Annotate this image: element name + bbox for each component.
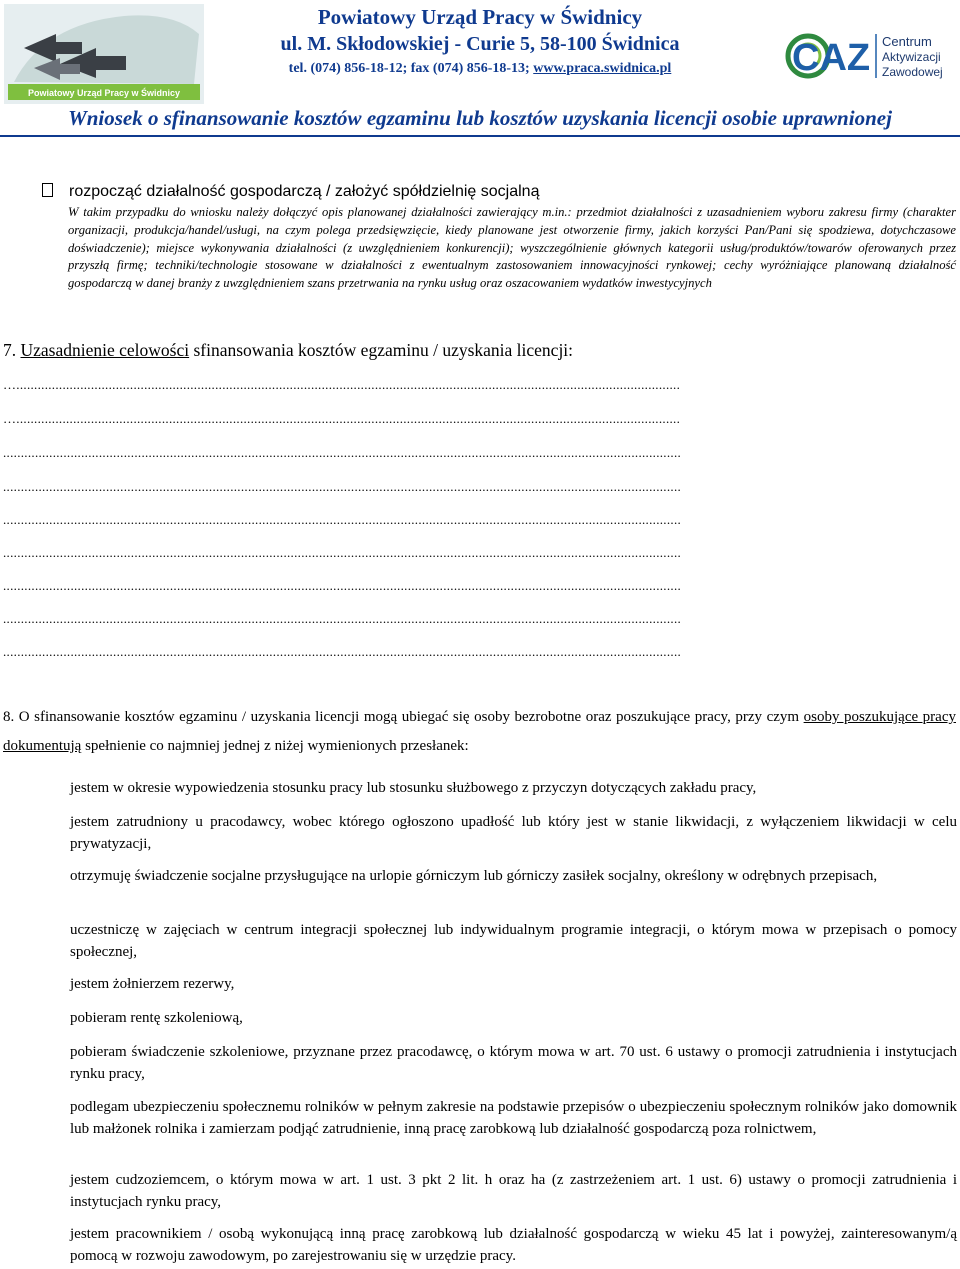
document-title: Wniosek o sfinansowanie kosztów egzaminu lub kosztów uzyskania licencji osobie uprawnionej (68, 106, 892, 130)
caz-logo-letters: CAZ (792, 37, 871, 79)
pup-logo-icon (4, 4, 204, 104)
condition-item: otrzymuję świadczenie socjalne przysługujące na urlopie górniczym lub górniczy zasiłek socjalny, określony w odrębnych przepisach, (70, 868, 878, 884)
section-7-title-rest: sfinansowania kosztów egzaminu / uzyskania licencji: (189, 340, 574, 360)
answer-line[interactable]: ............................................................................................................................................................................................... (3, 512, 682, 527)
office-info (200, 4, 760, 80)
condition-item: pobieram rentę szkoleniową, (70, 1010, 243, 1026)
condition-item: jestem w okresie wypowiedzenia stosunku pracy lub stosunku służbowego z przyczyn dotyczących zakładu pracy, (70, 780, 757, 796)
condition-item: jestem żołnierzem rezerwy, (70, 976, 235, 992)
website-link[interactable]: www.praca.swidnica.pl (533, 61, 672, 76)
condition-item: jestem cudzoziemcem, o którym mowa w art. 1 ust. 3 pkt 2 lit. h oraz ha (z zastrzeżeniem art. 1 ust. 6) ustawy o promocji zatrudnienia i instytucjach rynku pracy, (70, 1172, 957, 1210)
answer-line[interactable]: ............................................................................................................................................................................................... (3, 611, 682, 626)
answer-line[interactable]: ............................................................................................................................................................................................... (3, 644, 682, 659)
section-8-intro-end: spełnienie co najmniej jednej z niżej wymienionych przesłanek: (81, 738, 469, 754)
option-start-business (42, 182, 539, 202)
office-name: Powiatowy Urząd Pracy w Świdnicy (317, 5, 643, 29)
caz-logo-word-2: Aktywizacji (882, 50, 941, 64)
section-8-intro (3, 703, 956, 761)
start-business-checkbox[interactable] (42, 183, 53, 197)
condition-item: pobieram świadczenie szkoleniowe, przyznane przez pracodawcę, o którym mowa w art. 70 ust. 6 ustawy o promocji zatrudnienia i instytucjach rynku pracy, (70, 1044, 957, 1082)
office-contact (200, 58, 760, 80)
section-8-intro-underlined: osoby poszukujące pracy dokumentują (3, 709, 956, 754)
condition-item: jestem zatrudniony u pracodawcy, wobec którego ogłoszono upadłość lub który jest w stanie likwidacji, z wyłączeniem likwidacji w celu prywatyzacji, (70, 814, 957, 852)
answer-line[interactable]: …........................................................................................................................................................................................... (3, 411, 681, 426)
answer-line[interactable]: …........................................................................................................................................................................................... (3, 377, 681, 392)
contact-phones: tel. (074) 856-18-12; fax (074) 856-18-13; (288, 61, 534, 76)
caz-logo-icon (784, 26, 954, 86)
section-7-title-underlined: Uzasadnienie celowości (20, 340, 190, 360)
caz-logo-word-1: Centrum (882, 34, 932, 49)
condition-item: podlegam ubezpieczeniu społecznemu rolników w pełnym zakresie na podstawie przepisów o ubezpieczeniu społecznym rolników jako domownik lub małżonek rolnika i zamierzam podjąć zatrudnienie, inną pracę zarobkową lub działalność gospodarczą poza rolnictwem, (70, 1099, 957, 1137)
header-divider (0, 135, 960, 137)
answer-line[interactable]: ............................................................................................................................................................................................... (3, 479, 682, 494)
option-label: rozpocząć działalność gospodarczą / założyć spółdzielnię socjalną (69, 183, 540, 200)
section-7-number: 7. (3, 340, 21, 360)
section-7-heading (3, 339, 573, 361)
pup-logo-caption: Powiatowy Urząd Pracy w Świdnicy (27, 88, 181, 98)
answer-line[interactable]: ............................................................................................................................................................................................... (3, 545, 682, 560)
section-8-intro-start: O sfinansowanie kosztów egzaminu / uzyskania licencji mogą ubiegać się osoby bezrobotne oraz poszukujące pracy, przy czym (18, 709, 804, 725)
office-address: ul. M. Skłodowskiej - Curie 5, 58-100 Świdnica (280, 33, 680, 55)
answer-line[interactable]: ............................................................................................................................................................................................... (3, 578, 682, 593)
section-8-number: 8. (3, 709, 19, 725)
answer-line[interactable]: ............................................................................................................................................................................................... (3, 445, 682, 460)
option-note: W takim przypadku do wniosku należy dołączyć opis planowanej działalności zawierający m.in.: przedmiot działalności z uzasadnieniem wyboru zakresu firmy (charakter organizacji, produkcja/handel/usługi, na czym polega przedsięwzięcie, kiedy planowane jest otworzenie firmy, jakich korzyści Pan/Pani się spodziewa, dotychczasowe doświadczenie); miejsce wykonywania działalności (z uwzględnieniem konkurencji); wyszczególnienie głównych kategorii usług/produktów/towarów oferowanych przez przyszłą firmę; techniki/technologie stosowane w działalności z ewentualnym zastosowaniem innowacyjności rynkowej; cechy wyróżniające planowaną działalność gospodarczą w danej branży z uwzględnieniem szans przetrwania na rynku usług oraz oszacowaniem wydatków inwestycyjnych (68, 205, 956, 291)
condition-item: uczestniczę w zajęciach w centrum integracji społecznej lub indywidualnym programie integracji, o którym mowa w przepisach o pomocy społecznej, (70, 922, 957, 960)
condition-item: jestem pracownikiem / osobą wykonującą inną pracę zarobkową lub działalność gospodarczą w wieku 45 lat i powyżej, zainteresowanym/ą pomocą w rozwoju zawodowym, po zarejestrowaniu się w urzędzie pracy. (70, 1226, 957, 1264)
document-header (0, 0, 960, 140)
caz-logo-word-3: Zawodowej (882, 65, 943, 79)
